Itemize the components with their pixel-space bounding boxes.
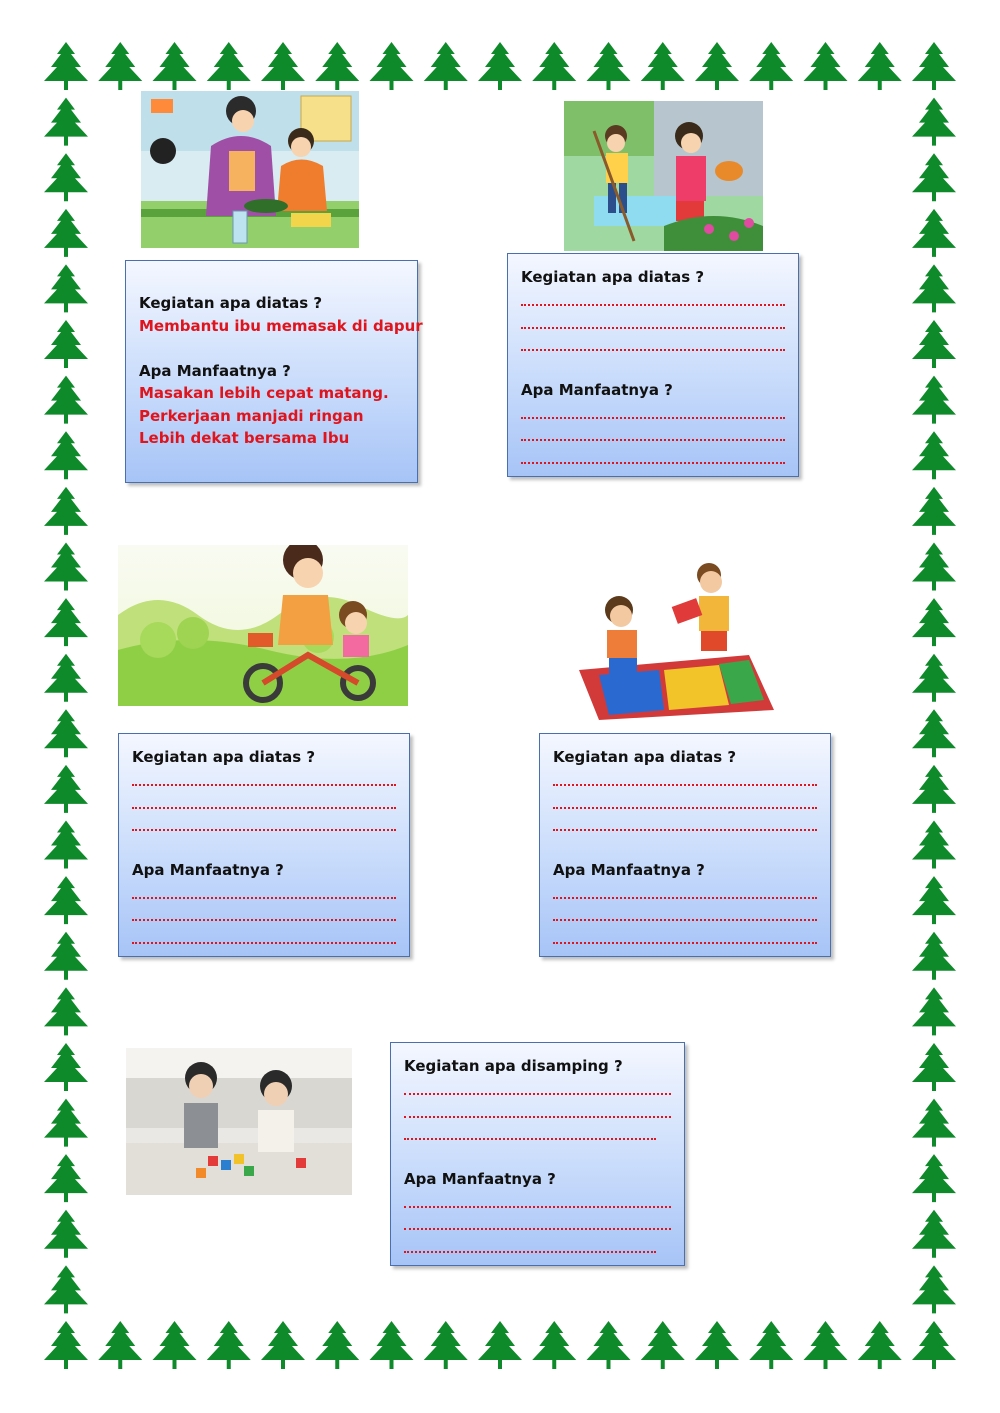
- activity-card-2: [507, 253, 799, 477]
- tree-icon: [587, 42, 631, 90]
- tree-icon: [44, 1099, 88, 1147]
- benefit-line[interactable]: [521, 424, 785, 447]
- answer-line[interactable]: [404, 1123, 671, 1146]
- tree-icon: [261, 42, 305, 90]
- tree-icon: [44, 209, 88, 257]
- tree-icon: [44, 765, 88, 813]
- tree-icon: [98, 1321, 142, 1369]
- tree-icon: [912, 1265, 956, 1313]
- benefit-line[interactable]: [132, 926, 396, 949]
- tree-icon: [749, 42, 793, 90]
- illustration-bicycle: [118, 545, 408, 706]
- tree-icon: [858, 1321, 902, 1369]
- tree-icon: [44, 654, 88, 702]
- answer-line[interactable]: [521, 334, 785, 357]
- tree-icon: [912, 821, 956, 869]
- tree-icon: [912, 264, 956, 312]
- tree-icon: [912, 431, 956, 479]
- tree-icon: [478, 1321, 522, 1369]
- benefit-question: Apa Manfaatnya ?: [553, 860, 705, 879]
- tree-icon: [44, 1043, 88, 1091]
- tree-icon: [912, 153, 956, 201]
- tree-icon: [912, 209, 956, 257]
- answer-line[interactable]: [132, 791, 396, 814]
- tree-icon: [532, 42, 576, 90]
- activity-question: Kegiatan apa diatas ?: [132, 748, 316, 766]
- tree-icon: [44, 542, 88, 590]
- benefit-line[interactable]: [404, 1213, 671, 1236]
- tree-icon: [478, 42, 522, 90]
- illustration-garden: [564, 101, 763, 251]
- tree-icon: [912, 1321, 956, 1369]
- tree-icon: [44, 98, 88, 146]
- tree-icon: [912, 487, 956, 535]
- benefit-line[interactable]: [132, 881, 396, 904]
- activity-card-5: [390, 1042, 685, 1266]
- answer-line[interactable]: [553, 769, 817, 792]
- answer-line[interactable]: [404, 1078, 671, 1101]
- tree-icon: [912, 320, 956, 368]
- activity-question: Kegiatan apa diatas ?: [521, 268, 705, 286]
- tree-icon: [912, 1210, 956, 1258]
- tree-icon: [370, 42, 414, 90]
- tree-icon: [44, 42, 88, 90]
- activity-card-4: [539, 733, 831, 957]
- benefit-question: Apa Manfaatnya ?: [132, 860, 284, 879]
- tree-icon: [44, 1210, 88, 1258]
- benefit-line[interactable]: [553, 881, 817, 904]
- photo-playing-blocks: [126, 1048, 352, 1195]
- benefit-question: Apa Manfaatnya ?: [404, 1169, 556, 1188]
- tree-icon: [370, 1321, 414, 1369]
- illustration-toy-fight: [569, 560, 783, 721]
- tree-icon: [44, 153, 88, 201]
- tree-icon: [912, 598, 956, 646]
- tree-icon: [44, 376, 88, 424]
- tree-icon: [912, 98, 956, 146]
- tree-icon: [153, 42, 197, 90]
- tree-icon: [44, 709, 88, 757]
- activity-card-1: [125, 260, 423, 483]
- benefit-answer: Lebih dekat bersama Ibu: [139, 429, 350, 447]
- benefit-line[interactable]: [132, 904, 396, 927]
- activity-answer: Membantu ibu memasak di dapur: [139, 316, 423, 335]
- tree-icon: [912, 1099, 956, 1147]
- tree-icon: [44, 987, 88, 1035]
- tree-icon: [532, 1321, 576, 1369]
- tree-icon: [424, 42, 468, 90]
- tree-icon: [695, 1321, 739, 1369]
- answer-line[interactable]: [553, 791, 817, 814]
- tree-icon: [804, 1321, 848, 1369]
- tree-icon: [804, 42, 848, 90]
- tree-icon: [858, 42, 902, 90]
- tree-icon: [587, 1321, 631, 1369]
- tree-icon: [912, 765, 956, 813]
- benefit-line[interactable]: [404, 1235, 671, 1258]
- activity-question: Kegiatan apa diatas ?: [139, 294, 323, 312]
- tree-icon: [44, 1321, 88, 1369]
- tree-icon: [695, 42, 739, 90]
- tree-icon: [912, 932, 956, 980]
- benefit-line[interactable]: [521, 446, 785, 469]
- tree-icon: [749, 1321, 793, 1369]
- tree-icon: [207, 42, 251, 90]
- tree-icon: [912, 1154, 956, 1202]
- answer-line[interactable]: [404, 1100, 671, 1123]
- answer-line[interactable]: [132, 769, 396, 792]
- tree-icon: [912, 42, 956, 90]
- tree-icon: [315, 1321, 359, 1369]
- benefit-answer: Perkerjaan manjadi ringan: [139, 406, 364, 425]
- answer-line[interactable]: [553, 814, 817, 837]
- benefit-question: Apa Manfaatnya ?: [521, 380, 673, 399]
- answer-line[interactable]: [132, 814, 396, 837]
- tree-icon: [912, 876, 956, 924]
- tree-icon: [44, 932, 88, 980]
- tree-icon: [98, 42, 142, 90]
- illustration-cooking: [141, 91, 359, 248]
- tree-icon: [912, 709, 956, 757]
- tree-icon: [44, 598, 88, 646]
- tree-icon: [44, 264, 88, 312]
- benefit-line[interactable]: [404, 1190, 671, 1213]
- benefit-line[interactable]: [521, 401, 785, 424]
- tree-icon: [261, 1321, 305, 1369]
- tree-icon: [44, 320, 88, 368]
- tree-icon: [44, 487, 88, 535]
- benefit-answer: Masakan lebih cepat matang.: [139, 384, 389, 402]
- tree-icon: [912, 654, 956, 702]
- benefit-line[interactable]: [553, 904, 817, 927]
- tree-icon: [912, 1043, 956, 1091]
- tree-icon: [912, 987, 956, 1035]
- tree-icon: [912, 376, 956, 424]
- activity-question: Kegiatan apa disamping ?: [404, 1057, 623, 1075]
- tree-icon: [641, 1321, 685, 1369]
- tree-icon: [207, 1321, 251, 1369]
- activity-question: Kegiatan apa diatas ?: [553, 748, 737, 766]
- activity-card-3: [118, 733, 410, 957]
- tree-icon: [912, 542, 956, 590]
- answer-line[interactable]: [521, 289, 785, 312]
- tree-icon: [44, 1154, 88, 1202]
- tree-icon: [424, 1321, 468, 1369]
- tree-icon: [44, 821, 88, 869]
- benefit-line[interactable]: [553, 926, 817, 949]
- benefit-question: Apa Manfaatnya ?: [139, 361, 291, 380]
- tree-icon: [44, 1265, 88, 1313]
- answer-line[interactable]: [521, 311, 785, 334]
- tree-icon: [153, 1321, 197, 1369]
- tree-icon: [44, 431, 88, 479]
- tree-icon: [44, 876, 88, 924]
- tree-icon: [641, 42, 685, 90]
- tree-icon: [315, 42, 359, 90]
